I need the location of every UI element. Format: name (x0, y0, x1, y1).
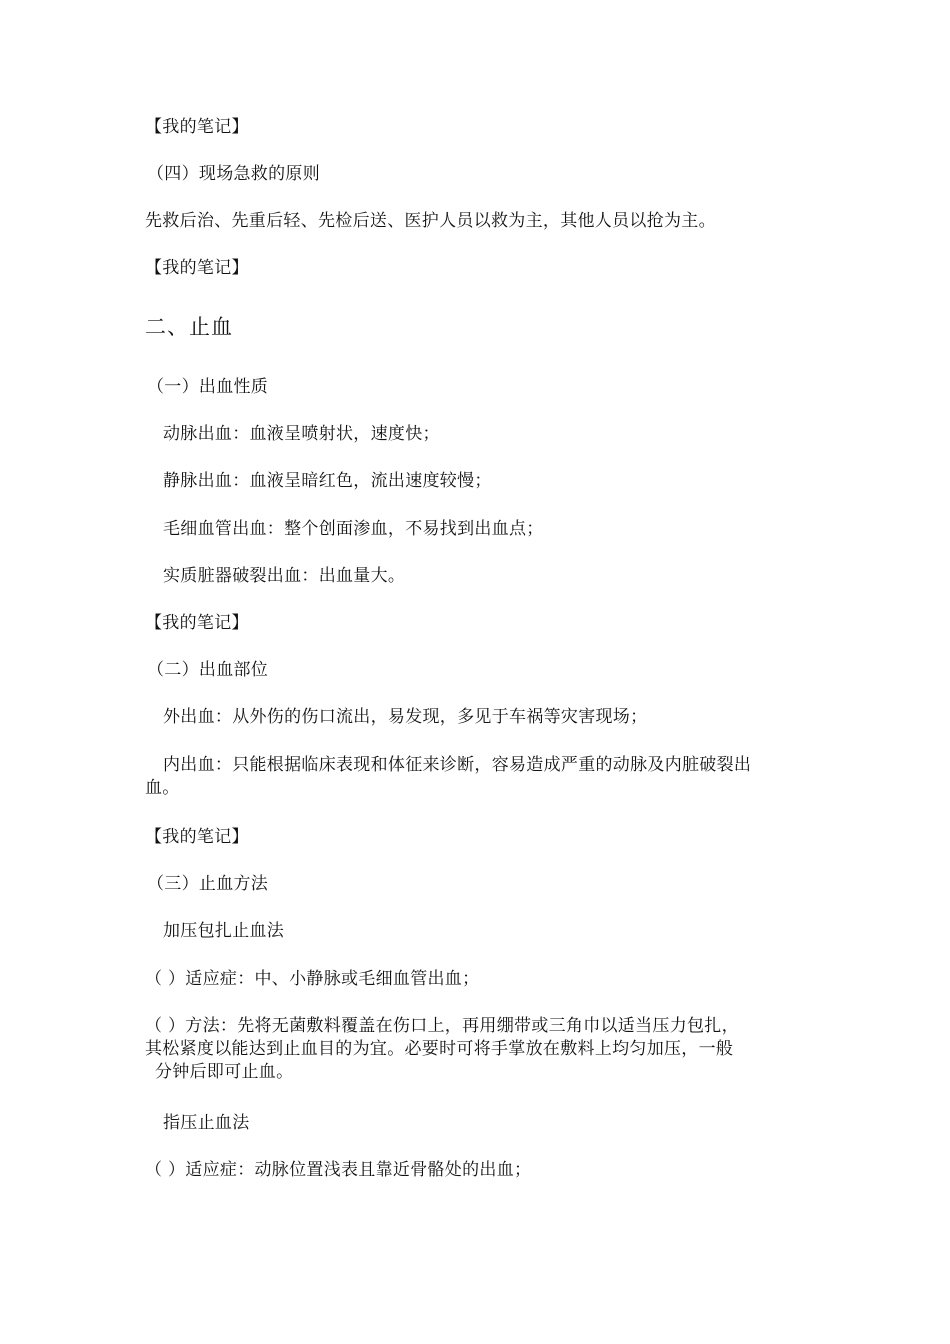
subheading-bleeding-nature: （一）出血性质 (147, 377, 269, 397)
pressure-bandage-indication: （ ）适应症：中、小静脉或毛细血管出血； (145, 969, 480, 989)
external-bleeding-text: 外出血：从外伤的伤口流出，易发现，多见于车祸等灾害现场； (163, 707, 648, 727)
my-notes-label: 【我的笔记】 (145, 827, 249, 847)
pressure-bandage-method-line-2: 其松紧度以能达到止血目的为宜。必要时可将手掌放在敷料上均匀加压，一般 (145, 1039, 734, 1059)
pressure-bandage-method-line-3: 分钟后即可止血。 (155, 1062, 294, 1082)
method-pressure-bandage-title: 加压包扎止血法 (163, 921, 285, 941)
capillary-bleeding-text: 毛细血管出血：整个创面渗血，不易找到出血点； (163, 519, 544, 539)
pressure-bandage-method-paragraph (145, 1015, 810, 1084)
internal-bleeding-paragraph (145, 754, 810, 800)
finger-pressure-indication: （ ）适应症：动脉位置浅表且靠近骨骼处的出血； (145, 1160, 532, 1180)
my-notes-label: 【我的笔记】 (145, 258, 249, 278)
internal-bleeding-line-2: 血。 (145, 778, 180, 798)
subheading-bleeding-location: （二）出血部位 (147, 660, 269, 680)
pressure-bandage-method-line-1: （ ）方法：先将无菌敷料覆盖在伤口上，再用绷带或三角巾以适当压力包扎， (145, 1016, 739, 1036)
internal-bleeding-line-1: 内出血：只能根据临床表现和体征来诊断，容易造成严重的动脉及内脏破裂出 (163, 755, 752, 775)
my-notes-label: 【我的笔记】 (145, 613, 249, 633)
my-notes-label: 【我的笔记】 (145, 117, 249, 137)
organ-rupture-bleeding-text: 实质脏器破裂出血：出血量大。 (163, 566, 406, 586)
venous-bleeding-text: 静脉出血：血液呈暗红色，流出速度较慢； (163, 471, 492, 491)
subheading-hemostasis-methods: （三）止血方法 (147, 874, 269, 894)
principle-text: 先救后治、先重后轻、先检后送、医护人员以救为主，其他人员以抢为主。 (145, 211, 716, 231)
method-finger-pressure-title: 指压止血法 (163, 1113, 250, 1133)
heading-on-site-first-aid-principles: （四）现场急救的原则 (147, 164, 320, 184)
section-heading-hemostasis: 二、止血 (145, 315, 233, 339)
arterial-bleeding-text: 动脉出血：血液呈喷射状，速度快； (163, 424, 440, 444)
